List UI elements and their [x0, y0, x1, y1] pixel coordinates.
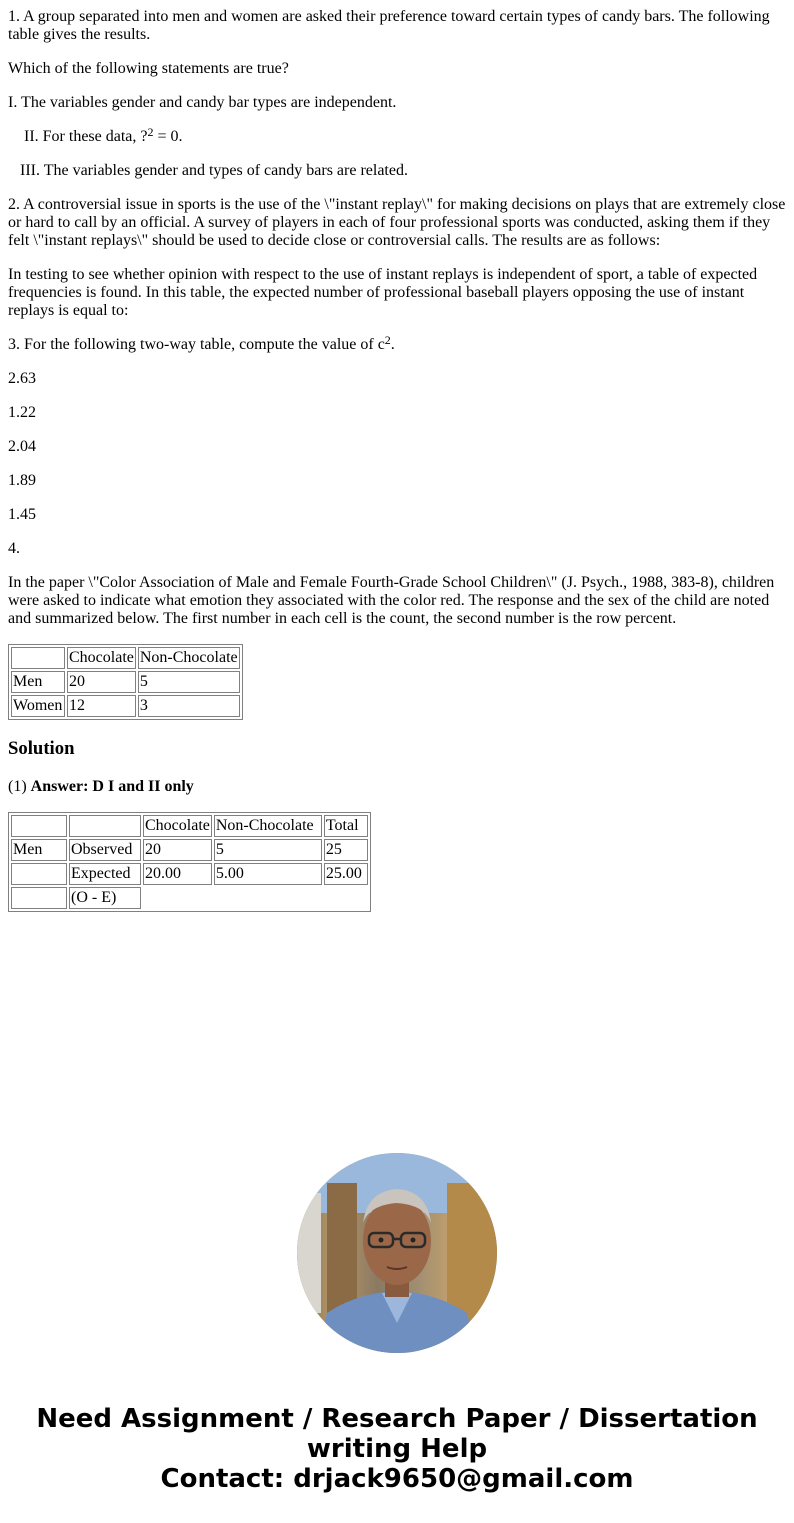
answer-prefix: (1): [8, 778, 31, 795]
q1-intro: 1. A group separated into men and women are asked their preference toward certain types of candy bars. The following table gives the results.: [8, 8, 770, 43]
q4-label: 4.: [8, 540, 20, 557]
table-row: [11, 887, 368, 909]
table-cell: [11, 647, 65, 669]
candy-table: [8, 644, 243, 720]
table-cell: [69, 815, 141, 837]
table-cell: Chocolate: [143, 815, 212, 837]
q1-statement-3: III. The variables gender and types of candy bars are related.: [20, 162, 408, 179]
q3-option: 1.22: [8, 404, 36, 421]
table-cell: Chocolate: [67, 647, 136, 669]
promo-contact: Contact: drjack9650@gmail.com: [160, 1464, 634, 1494]
table-row: [11, 839, 368, 861]
q1-question: Which of the following statements are true?: [8, 60, 289, 77]
expected-table: [8, 812, 371, 912]
q1-s2-sup: 2: [147, 125, 154, 139]
answer-text: Answer: D I and II only: [30, 778, 194, 795]
table-cell: 5: [214, 839, 322, 861]
table-cell: Non-Chocolate: [138, 647, 240, 669]
q3-option: 1.89: [8, 472, 36, 489]
table-cell: 3: [138, 695, 240, 717]
q2-text-2: In testing to see whether opinion with respect to the use of instant replays is independent of sport, a table of expected frequencies is found. In this table, the expected number of professional baseball players opposing the use of instant replays is equal to:: [8, 266, 758, 319]
table-cell: 25: [324, 839, 368, 861]
q3-option: 2.04: [8, 438, 36, 455]
table-cell: Expected: [69, 863, 141, 885]
table-row: [11, 815, 368, 837]
q1-s2-tail: = 0.: [153, 128, 183, 145]
table-row: [11, 695, 240, 717]
table-cell: 20: [67, 671, 136, 693]
q1-statement-2: [8, 125, 786, 146]
q1-s2-text: II. For these data, ?: [24, 128, 148, 145]
table-row: [11, 863, 368, 885]
table-cell: 12: [67, 695, 136, 717]
table-cell: Observed: [69, 839, 141, 861]
q2-text-1: 2. A controversial issue in sports is the use of the \"instant replay\" for making decisions on plays that are extremely close or hard to call by an official. A survey of players in each of four professional sports was conducted, asking them if they felt \"instant replays\" should be used to decide close or controversial calls. The results are as follows:: [8, 196, 786, 249]
promo-banner: [0, 1404, 794, 1494]
q3-question: [8, 333, 786, 354]
table-cell: Women: [11, 695, 65, 717]
q3-tail: .: [390, 336, 395, 353]
q3-option: 2.63: [8, 370, 36, 387]
promo-line: writing Help: [306, 1434, 488, 1464]
q4-text: In the paper \"Color Association of Male and Female Fourth-Grade School Children\" (J. Psych., 1988, 383-8), children were asked to indicate what emotion they associated with the color red. The response and the sex of the child are noted and summarized below. The first number in each cell is the count, the second number is the row percent.: [8, 574, 775, 627]
solution-heading: Solution: [8, 738, 75, 759]
solution-answer: [8, 778, 786, 796]
table-cell: 20: [143, 839, 212, 861]
table-cell: 5: [138, 671, 240, 693]
author-photo: [297, 1153, 497, 1353]
table-cell: (O - E): [69, 887, 141, 909]
promo-line: Need Assignment / Research Paper / Dissertation: [36, 1404, 758, 1434]
table-row: [11, 647, 240, 669]
q3-text: 3. For the following two-way table, compute the value of c: [8, 336, 385, 353]
document-body: [8, 8, 786, 928]
table-cell: 25.00: [324, 863, 368, 885]
q3-option: 1.45: [8, 506, 36, 523]
table-cell: Men: [11, 839, 67, 861]
table-cell: [11, 863, 67, 885]
table-cell: Non-Chocolate: [214, 815, 322, 837]
table-cell: 5.00: [214, 863, 322, 885]
q1-statement-1: I. The variables gender and candy bar types are independent.: [8, 94, 397, 111]
q3-sup: 2: [384, 333, 391, 347]
table-row: [11, 671, 240, 693]
person-portrait-icon: [297, 1153, 497, 1353]
table-cell: Total: [324, 815, 368, 837]
table-cell: Men: [11, 671, 65, 693]
table-cell: [11, 887, 67, 909]
table-cell: [11, 815, 67, 837]
table-cell: 20.00: [143, 863, 212, 885]
